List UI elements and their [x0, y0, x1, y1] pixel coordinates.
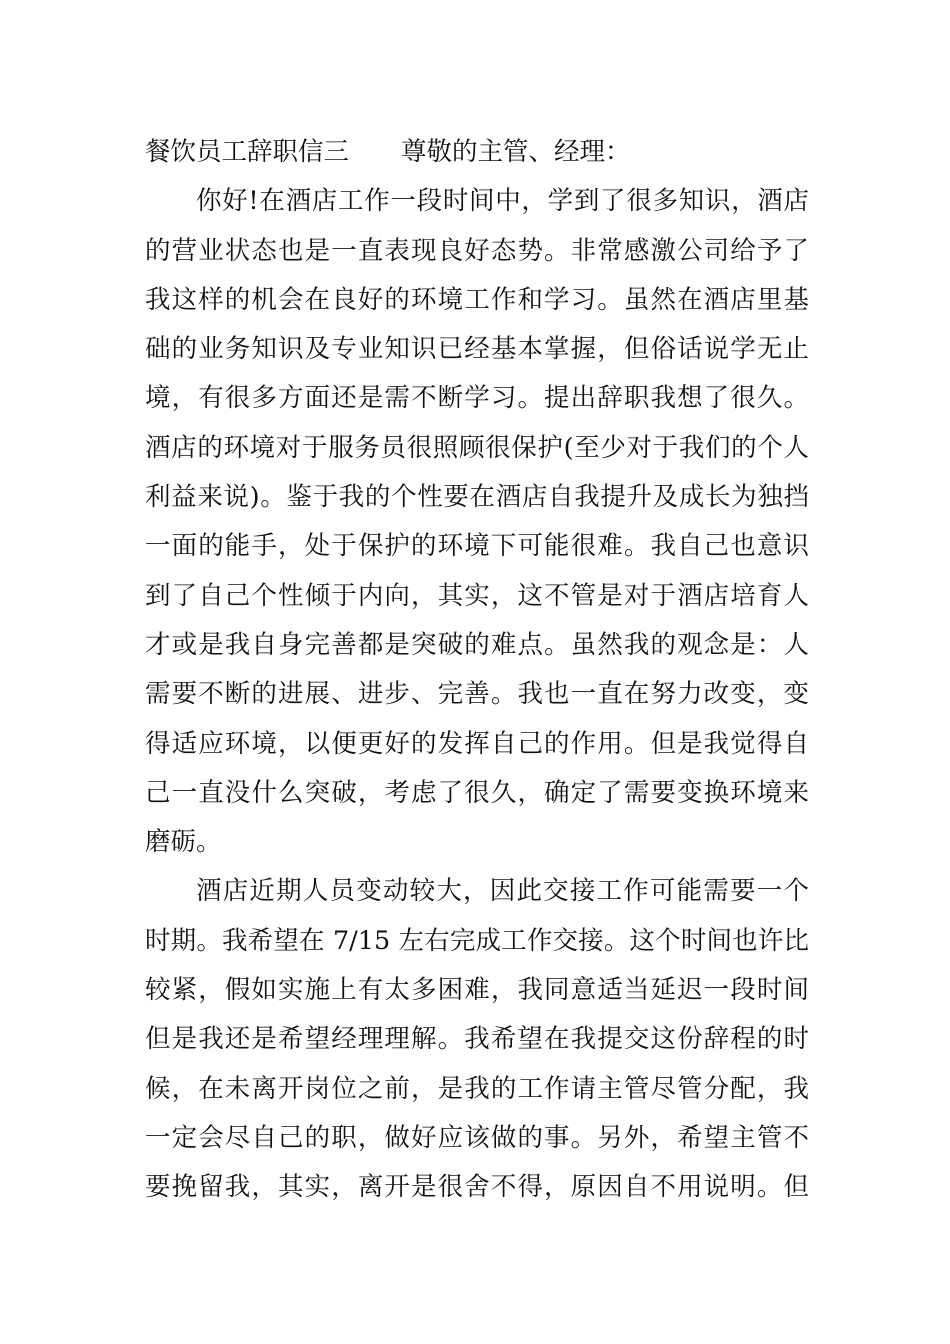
paragraph-line: 才或是我自身完善都是突破的难点。虽然我的观念是：人 — [145, 629, 809, 660]
letter-heading-line — [145, 128, 809, 177]
paragraph-line: 时期。我希望在 7/15 左右完成工作交接。这个时间也许比 — [145, 925, 809, 956]
paragraph-line: 到了自己个性倾于内向，其实，这不管是对于酒店培育人 — [145, 580, 809, 611]
paragraph-line: 酒店的环境对于服务员很照顾很保护(至少对于我们的个人 — [145, 432, 809, 463]
salutation: 尊敬的主管、经理： — [401, 137, 631, 167]
paragraph-line: 得适应环境，以便更好的发挥自己的作用。但是我觉得自 — [145, 728, 809, 759]
paragraph-line: 一定会尽自己的职，做好应该做的事。另外，希望主管不 — [145, 1122, 809, 1153]
paragraph-line: 酒店近期人员变动较大，因此交接工作可能需要一个 — [196, 876, 809, 907]
paragraph-line: 的营业状态也是一直表现良好态势。非常感激公司给予了 — [145, 235, 809, 266]
paragraph-line: 己一直没什么突破，考虑了很久，确定了需要变换环境来 — [145, 777, 809, 808]
letter-body — [145, 128, 809, 1213]
paragraph-line: 磨砺。 — [145, 827, 222, 858]
paragraph-line: 需要不断的进展、进步、完善。我也一直在努力改变，变 — [145, 679, 809, 710]
paragraph-line: 我这样的机会在良好的环境工作和学习。虽然在酒店里基 — [145, 284, 809, 315]
paragraph-line: 利益来说)。鉴于我的个性要在酒店自我提升及成长为独挡 — [145, 482, 809, 513]
paragraph-line: 一面的能手，处于保护的环境下可能很难。我自己也意识 — [145, 531, 809, 562]
paragraph-line: 较紧，假如实施上有太多困难，我同意适当延迟一段时间 — [145, 975, 809, 1006]
paragraph-line: 但是我还是希望经理理解。我希望在我提交这份辞程的时 — [145, 1024, 809, 1055]
paragraph-line: 候，在未离开岗位之前，是我的工作请主管尽管分配，我 — [145, 1073, 809, 1104]
paragraph-line: 境，有很多方面还是需不断学习。提出辞职我想了很久。 — [145, 383, 809, 414]
paragraph-line: 你好!在酒店工作一段时间中，学到了很多知识，酒店 — [196, 186, 809, 217]
paragraph-line: 础的业务知识及专业知识已经基本掌握，但俗话说学无止 — [145, 334, 809, 365]
paragraph-line: 要挽留我，其实，离开是很舍不得，原因自不用说明。但 — [145, 1172, 809, 1203]
letter-title: 餐饮员工辞职信三 — [145, 137, 350, 167]
